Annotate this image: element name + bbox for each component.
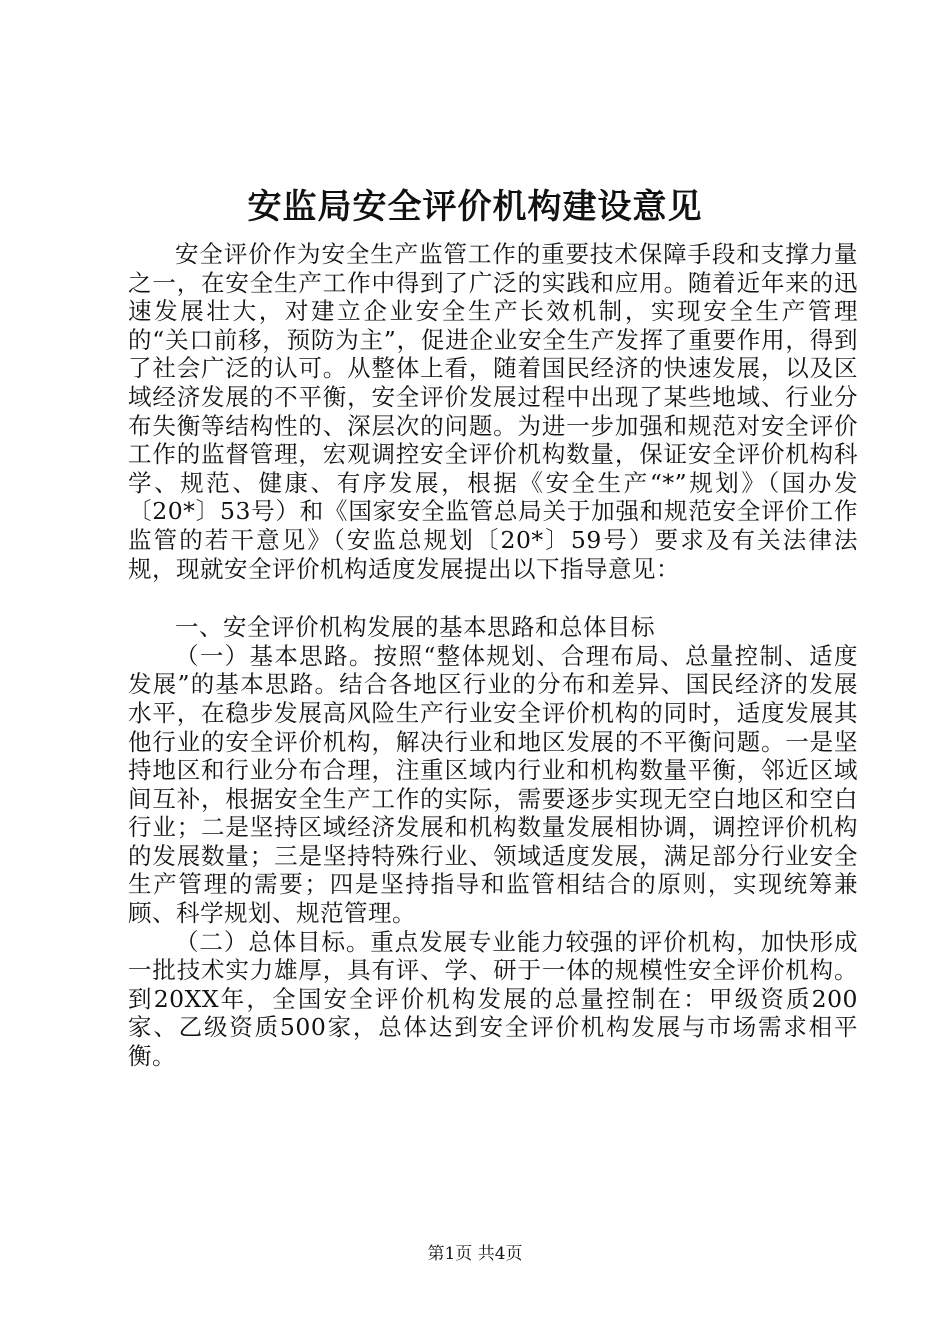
basic-approach-paragraph: （一）基本思路。按照“整体规划、合理布局、总量控制、适度发展”的基本思路。结合各地区行业的分布和差异、国民经济的发展水平，在稳步发展高风险生产行业安全评价机构的同时，适度发展其他行业的安全评价机构，解决行业和地区发展的不平衡问题。一是坚持地区和行业分布合理，注重区域内行业和机构数量平衡，邻近区域间互补，根据安全生产工作的实际，需要逐步实现无空白地区和空白行业；二是坚持区域经济发展和机构数量发展相协调，调控评价机构的发展数量；三是坚持特殊行业、领域适度发展，满足部分行业安全生产管理的需要；四是坚持指导和监管相结合的原则，实现统筹兼顾、科学规划、规范管理。 bbox=[128, 641, 858, 928]
document-title: 安监局安全评价机构建设意见 bbox=[247, 187, 703, 227]
overall-goal-paragraph: （二）总体目标。重点发展专业能力较强的评价机构，加快形成一批技术实力雄厚，具有评、学、研于一体的规模性安全评价机构。到20XX年，全国安全评价机构发展的总量控制在：甲级资质200家、乙级资质500家，总体达到安全评价机构发展与市场需求相平衡。 bbox=[128, 927, 858, 1071]
section-heading: 一、安全评价机构发展的基本思路和总体目标 bbox=[175, 613, 655, 642]
intro-paragraph: 安全评价作为安全生产监管工作的重要技术保障手段和支撑力量之一，在安全生产工作中得到了广泛的实践和应用。随着近年来的迅速发展壮大，对建立企业安全生产长效机制，实现安全生产管理的“关口前移，预防为主”，促进企业安全生产发挥了重要作用，得到了社会广泛的认可。从整体上看，随着国民经济的快速发展，以及区域经济发展的不平衡，安全评价发展过程中出现了某些地域、行业分布失衡等结构性的、深层次的问题。为进一步加强和规范对安全评价工作的监督管理，宏观调控安全评价机构数量，保证安全评价机构科学、规范、健康、有序发展，根据《安全生产“*”规划》（国办发〔20*〕53号）和《国家安全监管总局关于加强和规范安全评价工作监管的若干意见》（安监总规划〔20*〕59号）要求及有关法律法规，现就安全评价机构适度发展提出以下指导意见： bbox=[128, 240, 858, 583]
page-number-footer: 第1页 共4页 bbox=[427, 1244, 523, 1264]
document-body bbox=[128, 240, 858, 1071]
